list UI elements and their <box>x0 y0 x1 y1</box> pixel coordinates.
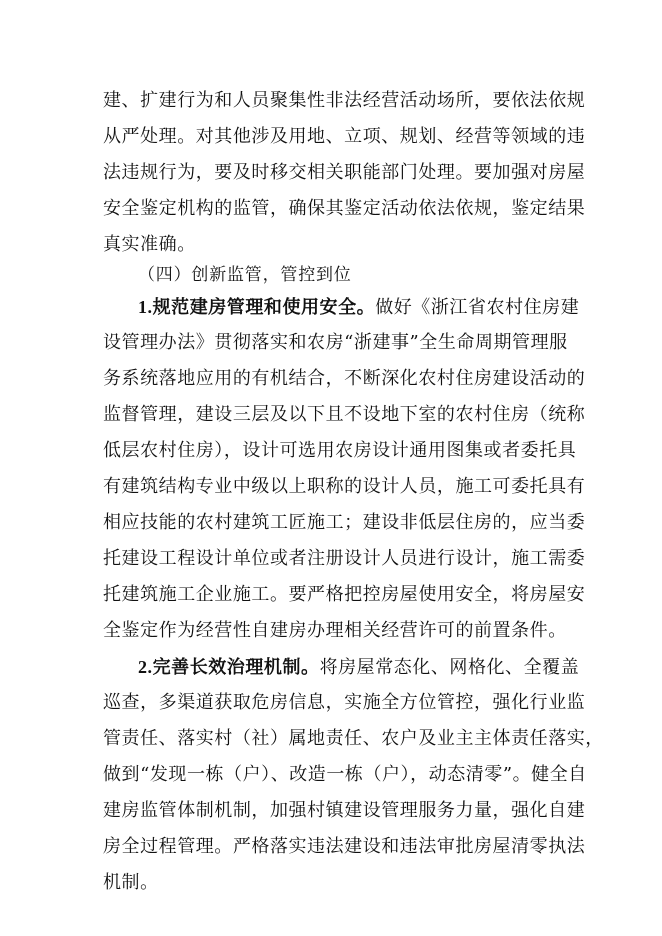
para1-line-5: 真实准确。 <box>103 234 196 255</box>
para3-line-7: 机制。 <box>103 872 159 893</box>
para2-line-7: 相应技能的农村建筑工匠施工；建设非低层住房的，应当委 <box>103 512 586 533</box>
para2-line-6: 有建筑结构专业中级以上职称的设计人员，施工可委托具有 <box>103 476 586 497</box>
para3-line-6: 房全过程管理。严格落实违法建设和违法审批房屋清零执法 <box>103 836 586 857</box>
para3-line-2: 巡查，多渠道获取危房信息，实施全方位管控，强化行业监 <box>103 692 586 713</box>
para3-first-line-rest: 将房屋常态化、网格化、全覆盖 <box>319 657 580 678</box>
para2-line-9: 托建筑施工企业施工。要严格把控房屋使用安全，将房屋安 <box>103 584 586 605</box>
para3-bold-lead: 2.完善长效治理机制。 <box>138 657 320 677</box>
para1-line-1: 建、扩建行为和人员聚集性非法经营活动场所，要依法依规 <box>103 90 586 111</box>
para2-bold-lead: 1.规范建房管理和使用安全。 <box>138 297 376 317</box>
para2-first-line-rest: 做好《浙江省农村住房建 <box>375 297 580 318</box>
para2-line-2: 设管理办法》贯彻落实和农房“浙建事”全生命周期管理服 <box>103 332 568 353</box>
section-heading: （四）创新监管，管控到位 <box>138 265 352 285</box>
para2-line-1 <box>138 290 600 324</box>
para1-line-2: 从严处理。对其他涉及用地、立项、规划、经营等领域的违 <box>103 126 586 147</box>
para2-line-8: 托建设工程设计单位或者注册设计人员进行设计，施工需委 <box>103 548 586 569</box>
para1-line-4: 安全鉴定机构的监管，确保其鉴定活动依法依规，鉴定结果 <box>103 198 586 219</box>
para3-line-1 <box>138 650 600 684</box>
para2-line-10: 全鉴定作为经营性自建房办理相关经营许可的前置条件。 <box>103 620 567 641</box>
para1-line-3: 法违规行为，要及时移交相关职能部门处理。要加强对房屋 <box>103 162 586 183</box>
para2-line-3: 务系统落地应用的有机结合，不断深化农村住房建设活动的 <box>103 368 586 389</box>
para2-line-5: 低层农村住房），设计可选用农房设计通用图集或者委托具 <box>103 440 577 461</box>
para3-line-3: 管责任、落实村（社）属地责任、农户及业主主体责任落实， <box>103 728 604 749</box>
para3-line-5: 建房监管体制机制，加强村镇建设管理服务力量，强化自建 <box>103 800 586 821</box>
para3-line-4: 做到“发现一栋（户）、改造一栋（户），动态清零”。健全自 <box>103 764 587 785</box>
para2-line-4: 监督管理，建设三层及以下且不设地下室的农村住房（统称 <box>103 404 586 425</box>
